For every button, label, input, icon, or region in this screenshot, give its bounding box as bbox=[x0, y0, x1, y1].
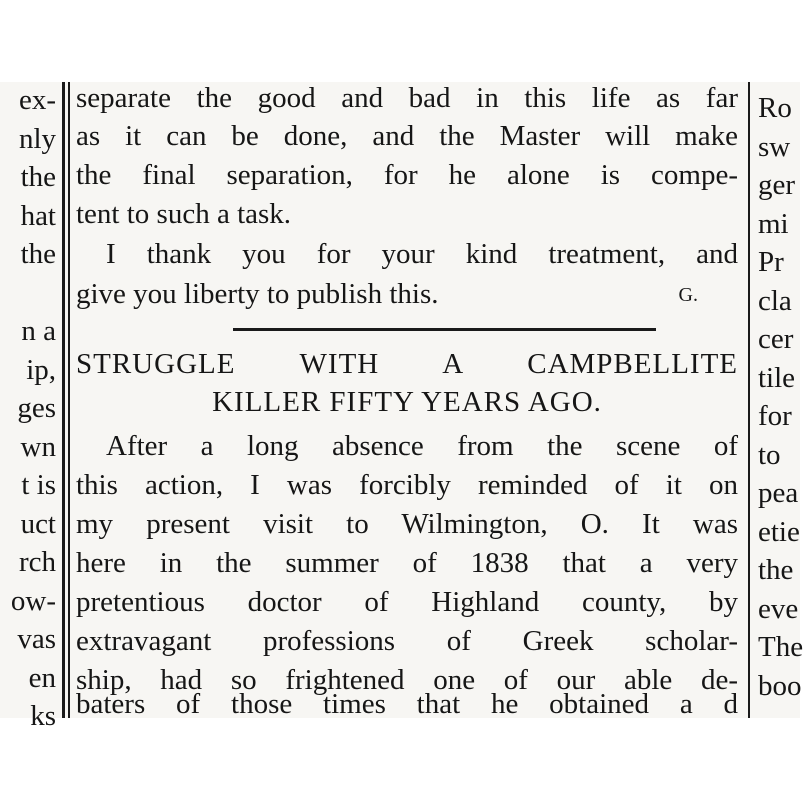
left-column-fragment-line: the bbox=[20, 238, 56, 270]
left-column-fragment-line: wn bbox=[20, 430, 56, 463]
right-column-fragment-line: The bbox=[758, 631, 803, 663]
left-column-fragment-line: ip, bbox=[26, 353, 56, 386]
article-text-line: tent to such a task. bbox=[76, 198, 292, 230]
article-text-line: I thank you for your kind treatment, and bbox=[106, 238, 738, 270]
article-text-line: After a long absence from the scene of bbox=[106, 430, 738, 462]
author-signature: G. bbox=[678, 284, 698, 306]
right-column-fragment-line: the bbox=[758, 554, 794, 586]
right-column-fragment-line: tile bbox=[758, 361, 796, 394]
right-column-fragment-line: etie bbox=[758, 515, 800, 548]
right-column-fragment-line: for bbox=[758, 400, 792, 432]
right-column-fragment-line: boo bbox=[758, 669, 802, 702]
column-rule-left-inner bbox=[68, 82, 70, 718]
right-column-fragment-line: to bbox=[758, 438, 781, 471]
left-column-fragment-line: n a bbox=[21, 315, 56, 347]
left-column-fragment-line: uct bbox=[20, 507, 56, 540]
right-column-fragment-line: ger bbox=[758, 169, 796, 201]
right-column-fragment-line: Ro bbox=[758, 92, 792, 124]
main-article-column bbox=[76, 82, 738, 718]
left-column-fragment-line: nly bbox=[18, 122, 56, 155]
newspaper-scan bbox=[0, 82, 803, 732]
right-column-fragment-line: cer bbox=[758, 323, 794, 355]
left-column-fragment-line: t is bbox=[21, 469, 56, 501]
left-column-fragment-line: ks bbox=[30, 700, 56, 732]
left-column-fragment bbox=[0, 82, 62, 732]
headline-line-2: KILLER FIFTY YEARS AGO. bbox=[212, 386, 602, 418]
left-column-fragment-line: rch bbox=[18, 546, 56, 578]
column-rule-left bbox=[62, 82, 65, 718]
article-text-line: extravagant professions of Greek scholar- bbox=[76, 625, 738, 657]
right-column-fragment-line: eve bbox=[758, 592, 799, 625]
right-column-fragment bbox=[750, 82, 803, 718]
left-column-fragment-line: the bbox=[20, 161, 56, 193]
left-column-fragment-line: hat bbox=[20, 199, 56, 232]
article-separator-rule bbox=[233, 328, 656, 331]
article-text-line: give you liberty to publish this. bbox=[76, 278, 439, 310]
left-column-fragment-line: vas bbox=[17, 623, 56, 655]
left-column-fragment-line: ow- bbox=[10, 584, 56, 617]
article-text-line: pretentious doctor of Highland county, by bbox=[76, 586, 738, 618]
right-column-fragment-line: cla bbox=[758, 284, 792, 317]
article-text-line-cut bbox=[76, 688, 738, 720]
article-text-line: my present visit to Wilmington, O. It was bbox=[76, 508, 738, 540]
article-text-line: this action, I was forcibly reminded of it on bbox=[76, 469, 738, 501]
right-column-fragment-line: sw bbox=[758, 130, 791, 163]
headline-line-1: STRUGGLE WITH A CAMPBELLITE bbox=[76, 348, 738, 380]
left-column-fragment-line: en bbox=[28, 661, 56, 694]
article-text-line: ship, had so frightened one of our able de- bbox=[76, 664, 738, 696]
right-column-fragment-line: pea bbox=[758, 477, 799, 509]
article-text-line: here in the summer of 1838 that a very bbox=[76, 547, 738, 579]
right-column-fragment-line: Pr bbox=[758, 246, 784, 278]
article-text-line: the final separation, for he alone is compe- bbox=[76, 159, 738, 191]
article-text-line: as it can be done, and the Master will make bbox=[76, 120, 738, 152]
left-column-fragment-line: ges bbox=[17, 392, 56, 424]
left-column-fragment-line: ex- bbox=[18, 84, 56, 116]
article-text-line: separate the good and bad in this life as far bbox=[76, 82, 738, 114]
right-column-fragment-line: mi bbox=[758, 207, 789, 240]
article-text-line: baters of those times that he obtained a d bbox=[76, 688, 738, 720]
